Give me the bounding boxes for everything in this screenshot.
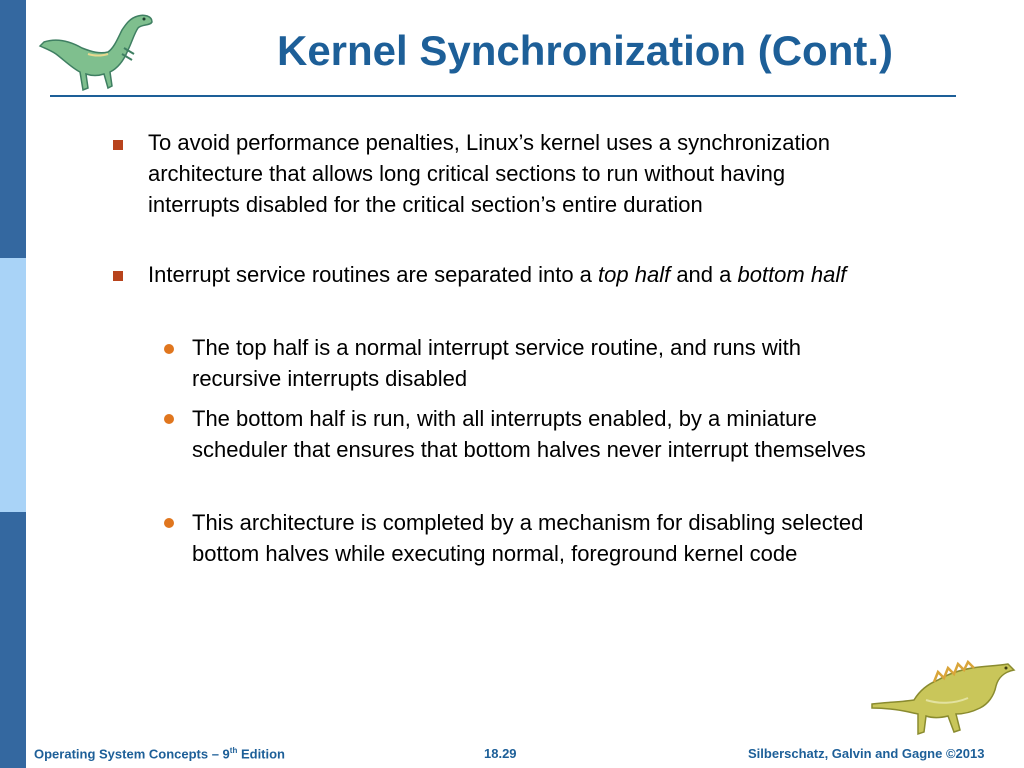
bullet-text: and a — [670, 262, 738, 287]
bullet-text: To avoid performance penalties, Linux’s kernel uses a synchronization architecture that allows long critical sections to run without having interrupts disabled for the critical section’s entire duration — [148, 130, 830, 217]
dot-bullet-icon — [164, 414, 174, 424]
bullet-text: The top half is a normal interrupt service routine, and runs with recursive interrupts disabled — [192, 335, 801, 391]
bullet-text: This architecture is completed by a mechanism for disabling selected bottom halves while executing normal, foreground kernel code — [192, 510, 864, 566]
dinosaur-bottom-icon — [868, 656, 1018, 740]
bullet-text: The bottom half is run, with all interrupts enabled, by a miniature scheduler that ensures that bottom halves never interrupt themselves — [192, 406, 866, 462]
emphasis-text: top half — [598, 262, 671, 287]
footer-copyright: Silberschatz, Galvin and Gagne ©2013 — [748, 746, 985, 761]
left-bar-middle — [0, 258, 26, 512]
sub-bullet-item — [192, 332, 882, 394]
emphasis-text: bottom half — [737, 262, 847, 287]
square-bullet-icon — [113, 271, 123, 281]
title-divider — [50, 95, 956, 97]
square-bullet-icon — [113, 140, 123, 150]
left-accent-bar — [0, 0, 26, 768]
bullet-item — [148, 127, 878, 220]
bullet-text: Interrupt service routines are separated into a — [148, 262, 599, 287]
dinosaur-top-icon — [38, 8, 158, 94]
sub-bullet-item — [192, 507, 882, 569]
footer-page-number: 18.29 — [484, 746, 517, 761]
sub-bullet-item — [192, 403, 882, 465]
bullet-item — [148, 259, 878, 290]
slide-title: Kernel Synchronization (Cont.) — [276, 27, 893, 74]
dot-bullet-icon — [164, 518, 174, 528]
dot-bullet-icon — [164, 344, 174, 354]
footer-book-title: Operating System Concepts – 9th Edition — [34, 746, 286, 762]
left-bar-top — [0, 0, 26, 258]
left-bar-bottom — [0, 512, 26, 768]
